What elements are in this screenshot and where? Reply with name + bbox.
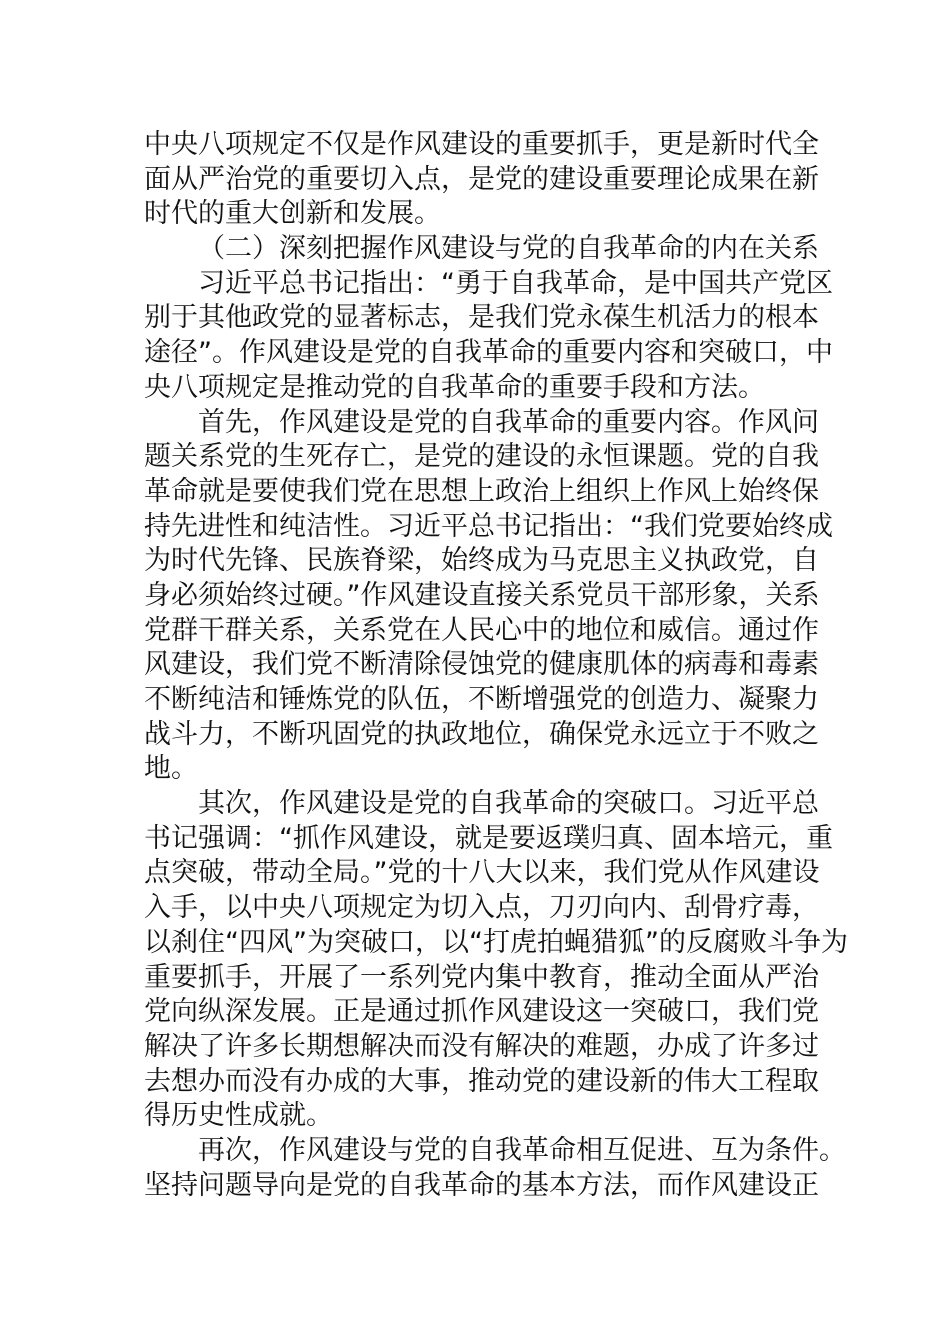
body-line: 为时代先锋、民族脊梁，始终成为马克思主义执政党，自 (144, 545, 819, 577)
body-line: 风建设，我们党不断清除侵蚀党的健康肌体的病毒和毒素 (144, 649, 819, 681)
body-line: 面从严治党的重要切入点，是党的建设重要理论成果在新 (144, 163, 819, 195)
body-line: 重要抓手，开展了一系列党内集中教育，推动全面从严治 (144, 961, 819, 993)
body-line: 中央八项规定不仅是作风建设的重要抓手，更是新时代全 (144, 129, 819, 160)
body-line: 别于其他政党的显著标志，是我们党永葆生机活力的根本 (144, 302, 819, 334)
body-line: 得历史性成就。 (144, 1100, 333, 1132)
body-line: 首先，作风建设是党的自我革命的重要内容。作风问 (198, 406, 819, 438)
body-line: 不断纯洁和锤炼党的队伍，不断增强党的创造力、凝聚力 (144, 684, 819, 715)
body-line: 书记强调：“抓作风建设，就是要返璞归真、固本培元，重 (144, 822, 833, 854)
document-body (144, 128, 848, 1203)
body-line: 题关系党的生死存亡，是党的建设的永恒课题。党的自我 (144, 441, 819, 473)
body-line: 习近平总书记指出：“勇于自我革命，是中国共产党区 (198, 267, 833, 299)
body-line: 革命就是要使我们党在思想上政治上组织上作风上始终保 (144, 475, 819, 507)
body-line: 解决了许多长期想解决而没有解决的难题，办成了许多过 (144, 1030, 819, 1062)
section-heading: （二）深刻把握作风建设与党的自我革命的内在关系 (198, 233, 819, 265)
body-line: 战斗力，不断巩固党的执政地位，确保党永远立于不败之 (144, 718, 819, 750)
body-line: 途径”。作风建设是党的自我革命的重要内容和突破口，中 (144, 337, 833, 369)
body-line: 地。 (144, 753, 198, 785)
body-line: 去想办而没有办成的大事，推动党的建设新的伟大工程取 (144, 1065, 819, 1097)
body-line: 时代的重大创新和发展。 (144, 198, 441, 230)
body-line: 坚持问题导向是党的自我革命的基本方法，而作风建设正 (144, 1169, 819, 1201)
body-line: 身必须始终过硬。”作风建设直接关系党员干部形象，关系 (144, 579, 820, 611)
body-line: 党向纵深发展。正是通过抓作风建设这一突破口，我们党 (144, 996, 819, 1028)
body-line: 其次，作风建设是党的自我革命的突破口。习近平总 (198, 788, 819, 820)
body-line: 点突破，带动全局。”党的十八大以来，我们党从作风建设 (144, 857, 820, 889)
body-line: 入手，以中央八项规定为切入点，刀刃向内、刮骨疗毒， (144, 892, 819, 924)
body-line: 党群干群关系，关系党在人民心中的地位和威信。通过作 (144, 614, 819, 646)
body-line: 持先进性和纯洁性。习近平总书记指出：“我们党要始终成 (144, 510, 833, 542)
body-line: 央八项规定是推动党的自我革命的重要手段和方法。 (144, 371, 765, 403)
body-line: 再次，作风建设与党的自我革命相互促进、互为条件。 (198, 1134, 846, 1166)
body-line: 以刹住“四风”为突破口，以“打虎拍蝇猎狐”的反腐败斗争为 (144, 926, 848, 958)
